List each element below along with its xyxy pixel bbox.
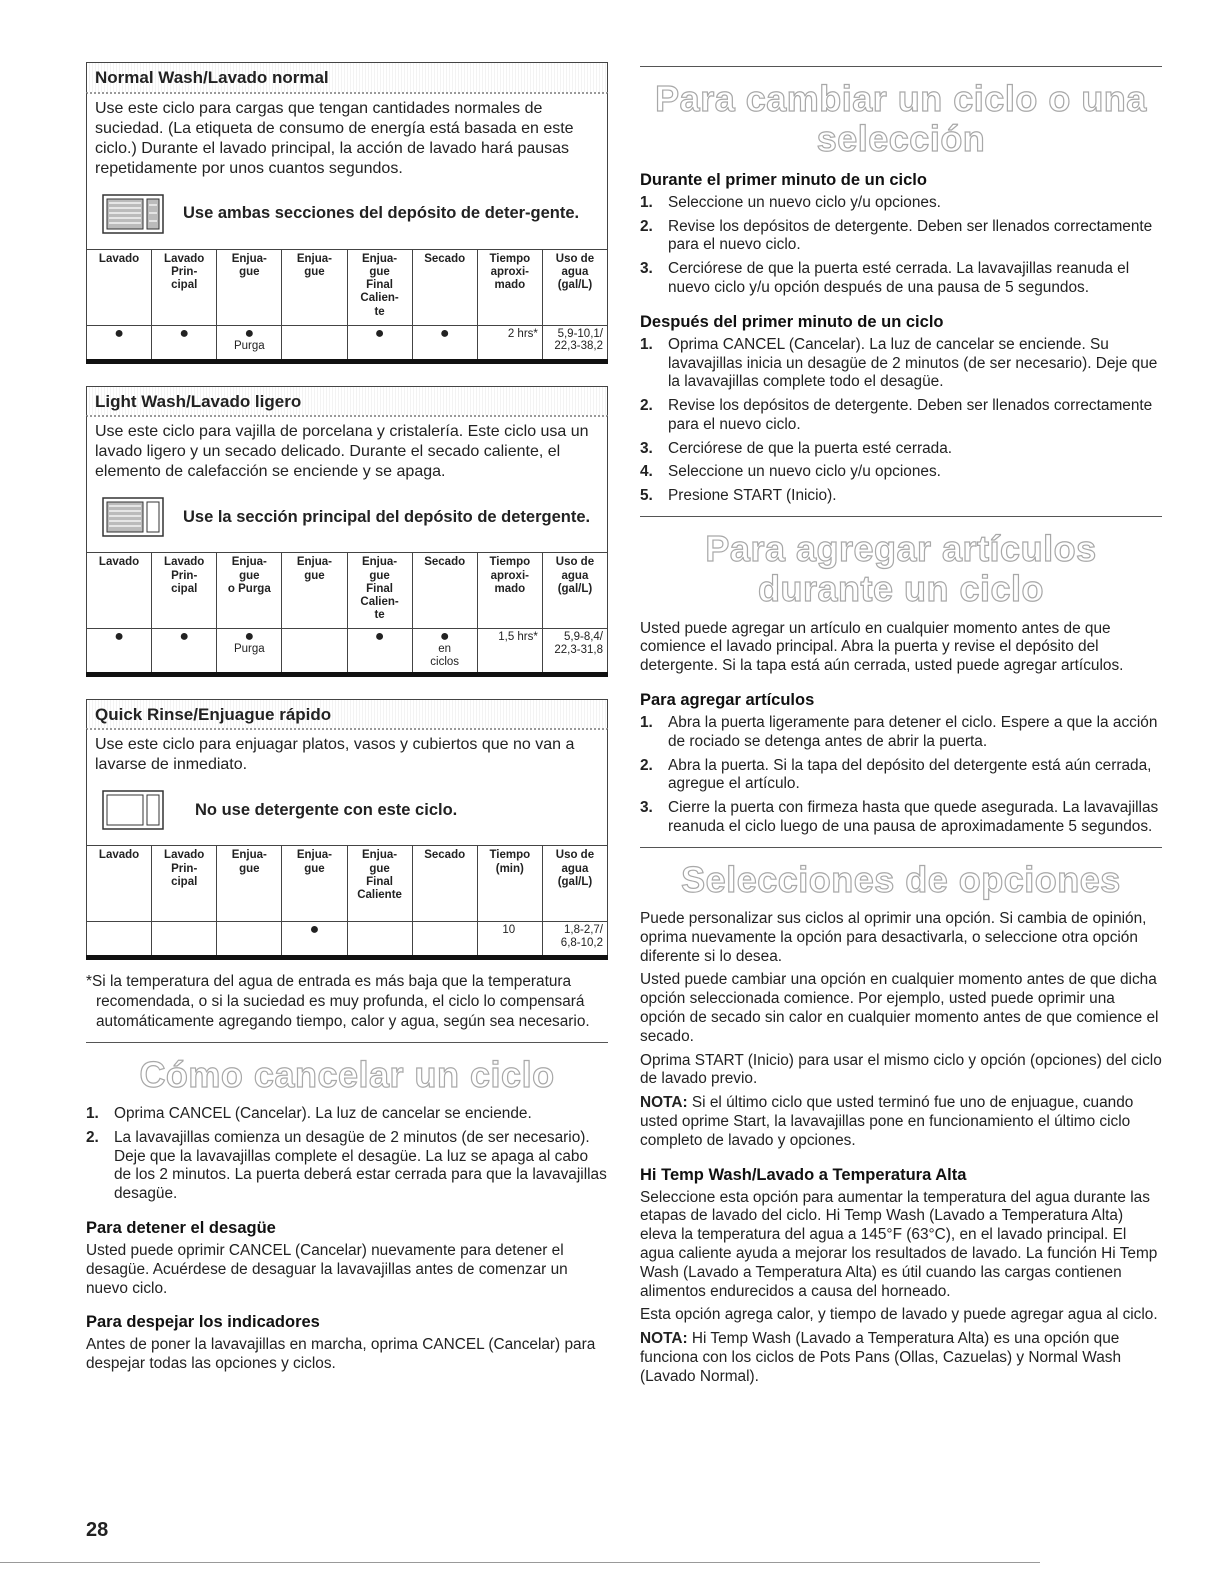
main-dispenser-icon bbox=[101, 496, 165, 538]
quick-rinse-table bbox=[86, 845, 608, 960]
table-header: Secado bbox=[412, 846, 477, 922]
table-cell bbox=[217, 325, 282, 361]
table-header: Lavado Prin- cipal bbox=[152, 249, 217, 325]
section-divider bbox=[640, 516, 1162, 517]
step-text: Seleccione un nuevo ciclo y/u opciones. bbox=[668, 193, 941, 211]
step-text: Abra la puerta. Si la tapa del depósito del detergente está aún cerrada, agregue el artículo. bbox=[668, 756, 1152, 793]
normal-wash-table bbox=[86, 249, 608, 364]
time-cell: 1,5 hrs* bbox=[477, 629, 542, 674]
table-cell bbox=[87, 922, 152, 958]
bullet-dot: ● bbox=[114, 324, 124, 342]
change-cycle-heading: Para cambiar un ciclo o una selección bbox=[655, 78, 1147, 160]
both-dispenser-icon bbox=[101, 193, 165, 235]
table-header: Lavado bbox=[98, 849, 140, 862]
step-number: 1. bbox=[640, 714, 653, 732]
step-text: Presione START (Inicio). bbox=[668, 487, 837, 505]
bullet-dot: ● bbox=[374, 324, 385, 342]
add-items-intro: Usted puede agregar un artículo en cualquier momento antes de que comience el lavado principal. Abra la puerta y revise el depósito del detergente. Si la tapa está aún cerrada, usted puede agregar artículos. bbox=[640, 619, 1124, 675]
table-header: Enjua- gue bbox=[217, 249, 282, 325]
table-cell bbox=[347, 325, 412, 361]
water-cell: 1,8-2,7/ 6,8-10,2 bbox=[542, 922, 607, 958]
step-text: Cierre la puerta con firmeza hasta que quede asegurada. La lavavajillas reanuda el ciclo luego de una pausa de aproximadamente 5 segundos. bbox=[668, 799, 1159, 836]
normal-wash-title: Normal Wash/Lavado normal bbox=[86, 62, 608, 92]
step-text: Cerciórese de que la puerta esté cerrada. bbox=[668, 439, 953, 457]
add-items-steps bbox=[640, 714, 1162, 837]
cell-subtext: Purga bbox=[233, 643, 265, 656]
bullet-dot: ● bbox=[179, 628, 190, 646]
quick-rinse-box bbox=[86, 699, 608, 961]
table-header: Lavado bbox=[98, 556, 140, 569]
list-item bbox=[86, 1105, 608, 1124]
options-paragraph: Puede personalizar sus ciclos al oprimir una opción. Si cambia de opinión, oprima nuevamente la opción para desactivarla, o seleccione otra opción diferente si lo desea. bbox=[640, 910, 1147, 965]
note-text: Hi Temp Wash (Lavado a Temperatura Alta) es una opción que funciona con los ciclos de Pots Pans (Ollas, Cazuelas) y Normal Wash (Lavado Normal). bbox=[640, 1330, 1122, 1385]
options-note bbox=[640, 1094, 1162, 1150]
list-item bbox=[640, 336, 1162, 392]
light-wash-title: Light Wash/Lavado ligero bbox=[86, 386, 608, 416]
table-cell bbox=[87, 325, 152, 361]
light-wash-detergent-note bbox=[86, 488, 608, 552]
quick-rinse-detergent-note bbox=[86, 781, 608, 845]
time-cell: 2 hrs* bbox=[477, 325, 542, 361]
table-header: Enjua- gue bbox=[282, 846, 347, 922]
first-minute-steps bbox=[640, 194, 1162, 298]
bullet-dot: ● bbox=[374, 628, 385, 646]
add-items-heading bbox=[640, 529, 1162, 610]
normal-wash-note-text: Use ambas secciones del depósito de deter-gente. bbox=[183, 204, 580, 223]
step-number: 3. bbox=[640, 260, 653, 278]
step-number: 1. bbox=[86, 1104, 99, 1122]
clear-indicators-heading: Para despejar los indicadores bbox=[86, 1313, 320, 1332]
table-header: Uso de agua (gal/L) bbox=[542, 553, 607, 629]
note-label: NOTA: bbox=[640, 1094, 688, 1112]
table-cell bbox=[217, 629, 282, 674]
step-number: 2. bbox=[640, 756, 653, 774]
step-text: Revise los depósitos de detergente. Deben ser llenados correctamente para el nuevo ciclo. bbox=[668, 397, 1153, 433]
left-column bbox=[86, 62, 608, 1379]
add-items-heading-line2: durante un ciclo bbox=[757, 568, 1045, 610]
hi-temp-paragraph: Esta opción agrega calor, y tiempo de lavado y puede agregar agua al ciclo. bbox=[640, 1306, 1158, 1324]
step-text: Cerciórese de que la puerta esté cerrada. La lavavajillas reanuda el nuevo ciclo y/u opción después de una pausa de 5 segundos. bbox=[668, 260, 1130, 296]
bullet-dot: ● bbox=[439, 628, 450, 646]
list-item bbox=[640, 799, 1162, 837]
table-row bbox=[87, 325, 608, 361]
hi-temp-wash-heading: Hi Temp Wash/Lavado a Temperatura Alta bbox=[640, 1165, 967, 1184]
table-cell bbox=[412, 922, 477, 958]
options-paragraph: Oprima START (Inicio) para usar el mismo ciclo y opción (opciones) del ciclo de lavado previo. bbox=[640, 1051, 1162, 1088]
table-cell bbox=[412, 629, 477, 674]
table-cell bbox=[152, 922, 217, 958]
list-item bbox=[640, 463, 1162, 482]
step-text: Oprima CANCEL (Cancelar). La luz de cancelar se enciende. Su lavavajillas inicia un desagüe de 2 minutos (de ser necesario). Deje que la lavavajillas complete todo el desagüe. bbox=[668, 335, 1158, 391]
table-header: Enjua- gue bbox=[282, 249, 347, 325]
water-cell: 5,9-10,1/ 22,3-38,2 bbox=[542, 325, 607, 361]
first-minute-heading: Durante el primer minuto de un ciclo bbox=[640, 170, 927, 189]
time-cell: 10 bbox=[477, 922, 542, 958]
list-item bbox=[86, 1129, 608, 1204]
table-row bbox=[87, 629, 608, 674]
page-number: 28 bbox=[86, 1519, 109, 1541]
add-items-subheading: Para agregar artículos bbox=[640, 691, 815, 709]
step-text: Revise los depósitos de detergente. Deben ser llenados correctamente para el nuevo ciclo. bbox=[668, 217, 1153, 254]
table-header: Enjua- gue bbox=[217, 846, 282, 922]
table-cell bbox=[347, 922, 412, 958]
bullet-dot: ● bbox=[179, 324, 190, 342]
table-header: Uso de agua (gal/L) bbox=[542, 249, 607, 325]
step-text: Seleccione un nuevo ciclo y/u opciones. bbox=[668, 463, 941, 481]
temperature-footnote: *Si la temperatura del agua de entrada es más baja que la temperatura recomendada, o si la suciedad es muy profunda, el ciclo lo compensará automáticamente agregando tiempo, calor y agua, según sea necesario. bbox=[86, 973, 590, 1030]
step-text: Abra la puerta ligeramente para detener el ciclo. Espere a que la acción de rociado se detenga antes de abrir la puerta. bbox=[668, 714, 1158, 750]
after-first-minute-heading: Después del primer minuto de un ciclo bbox=[640, 312, 944, 331]
list-item bbox=[640, 397, 1162, 435]
table-cell bbox=[282, 922, 347, 958]
list-item bbox=[640, 757, 1162, 795]
light-wash-description: Use este ciclo para vajilla de porcelana y cristalería. Este ciclo usa un lavado ligero y un secado delicado. Durante el secado caliente, el elemento de calefacción se enciende y se apaga. bbox=[86, 415, 608, 488]
table-cell bbox=[282, 629, 347, 674]
table-header: Secado bbox=[412, 553, 477, 629]
list-item bbox=[640, 260, 1162, 298]
list-item bbox=[640, 194, 1162, 213]
cancel-steps-list bbox=[86, 1105, 608, 1204]
add-items-heading-line1: Para agregar artículos bbox=[705, 528, 1097, 570]
table-cell bbox=[282, 325, 347, 361]
step-text: Oprima CANCEL (Cancelar). La luz de cancelar se enciende. bbox=[114, 1104, 532, 1122]
table-cell bbox=[412, 325, 477, 361]
water-cell: 5,9-8,4/ 22,3-31,8 bbox=[542, 629, 607, 674]
step-number: 1. bbox=[640, 335, 653, 353]
cell-subtext: en ciclos bbox=[430, 643, 460, 669]
step-number: 4. bbox=[640, 463, 653, 481]
step-number: 2. bbox=[640, 397, 653, 415]
stop-drain-heading: Para detener el desagüe bbox=[86, 1218, 276, 1237]
normal-wash-detergent-note bbox=[86, 185, 608, 249]
normal-wash-box bbox=[86, 62, 608, 364]
bottom-divider bbox=[0, 1562, 1040, 1563]
table-header: Enjua- gue Final Caliente bbox=[347, 846, 412, 922]
quick-rinse-note-text: No use detergente con este ciclo. bbox=[195, 801, 458, 820]
table-cell bbox=[87, 629, 152, 674]
table-header: Enjua- gue bbox=[282, 553, 347, 629]
note-label: NOTA: bbox=[640, 1330, 688, 1348]
bullet-dot: ● bbox=[244, 628, 255, 646]
empty-dispenser-icon bbox=[101, 789, 165, 831]
bullet-dot: ● bbox=[114, 628, 124, 646]
options-paragraph: Usted puede cambiar una opción en cualquier momento antes de que dicha opción seleccionada comience. Por ejemplo, usted puede oprimir una opción de secado sin calor en cualquier momento antes de que comience el secado. bbox=[640, 971, 1159, 1045]
table-header: Lavado Prin- cipal bbox=[152, 553, 217, 629]
table-header: Uso de agua (gal/L) bbox=[542, 846, 607, 922]
light-wash-box bbox=[86, 386, 608, 677]
bullet-dot: ● bbox=[244, 324, 255, 342]
hi-temp-paragraph: Seleccione esta opción para aumentar la temperatura del agua durante las etapas de lavado del ciclo. Hi Temp Wash (Lavado a Temperatura Alta) eleva la temperatura del agua a 145°F (63°C), en el lavado principal. El agua caliente ayuda a mejorar los resultados de lavado. La función Hi Temp Wash (Lavado a Temperatura Alta) es útil cuando las cargas contienen alimentos endurecidos a causa del horneado. bbox=[640, 1188, 1158, 1300]
table-header: Enjua- gue Final Calien- te bbox=[347, 553, 412, 629]
step-number: 3. bbox=[640, 439, 653, 457]
right-column bbox=[640, 62, 1162, 1391]
table-cell bbox=[347, 629, 412, 674]
list-item bbox=[640, 714, 1162, 752]
normal-wash-description: Use este ciclo para cargas que tengan cantidades normales de suciedad. (La etiqueta de consumo de energía está basada en este ciclo.) Durante el lavado principal, la acción de lavado hará pausas repetidamente por unos cuantos segundos. bbox=[86, 92, 608, 185]
hi-temp-note bbox=[640, 1330, 1162, 1386]
section-divider bbox=[86, 1042, 608, 1043]
table-header: Lavado bbox=[98, 252, 140, 265]
list-item bbox=[640, 487, 1162, 506]
list-item bbox=[640, 440, 1162, 459]
table-row bbox=[87, 922, 608, 958]
cell-subtext: Purga bbox=[233, 339, 265, 352]
table-cell bbox=[217, 922, 282, 958]
table-header: Tiempo aproxi- mado bbox=[477, 249, 542, 325]
step-number: 3. bbox=[640, 799, 653, 817]
table-header: Lavado Prin- cipal bbox=[152, 846, 217, 922]
section-divider bbox=[640, 847, 1162, 848]
table-header: Secado bbox=[412, 249, 477, 325]
quick-rinse-description: Use este ciclo para enjuagar platos, vasos y cubiertos que no van a lavarse de inmediato. bbox=[86, 728, 608, 781]
light-wash-note-text: Use la sección principal del depósito de detergente. bbox=[183, 508, 591, 527]
table-cell bbox=[152, 325, 217, 361]
list-item bbox=[640, 218, 1162, 256]
light-wash-table bbox=[86, 552, 608, 676]
step-number: 2. bbox=[86, 1128, 99, 1146]
table-cell bbox=[152, 629, 217, 674]
section-divider bbox=[640, 66, 1162, 67]
table-header: Tiempo (min) bbox=[477, 846, 542, 922]
quick-rinse-title: Quick Rinse/Enjuague rápido bbox=[86, 699, 608, 729]
table-header: Enjua- gue Final Calien- te bbox=[347, 249, 412, 325]
step-number: 5. bbox=[640, 487, 653, 505]
note-text: Si el último ciclo que usted terminó fue uno de enjuague, cuando usted oprime Start, la lavavajillas pone en funcionamiento el último ciclo completo de lavado y opciones. bbox=[640, 1094, 1134, 1149]
step-number: 2. bbox=[640, 217, 653, 235]
step-number: 1. bbox=[640, 193, 653, 211]
stop-drain-text: Usted puede oprimir CANCEL (Cancelar) nuevamente para detener el desagüe. Acuérdese de desaguar la lavavajillas antes de comenzar un nuevo ciclo. bbox=[86, 1241, 568, 1297]
clear-indicators-text: Antes de poner la lavavajillas en marcha, oprima CANCEL (Cancelar) para despejar todas las opciones y ciclos. bbox=[86, 1336, 596, 1373]
after-first-minute-steps bbox=[640, 336, 1162, 506]
table-header: Tiempo aproxi- mado bbox=[477, 553, 542, 629]
options-heading: Selecciones de opciones bbox=[681, 858, 1121, 900]
table-header: Enjua- gue o Purga bbox=[217, 553, 282, 629]
step-text: La lavavajillas comienza un desagüe de 2 minutos (de ser necesario). Deje que la lavavajillas complete el desagüe. La luz se apaga al cabo de los 2 minutos. La puerta deberá estar cerrada para que la lavavajillas desagüe. bbox=[114, 1128, 607, 1203]
bullet-dot: ● bbox=[309, 921, 320, 939]
cancel-cycle-heading: Cómo cancelar un ciclo bbox=[139, 1053, 555, 1095]
bullet-dot: ● bbox=[439, 324, 450, 342]
